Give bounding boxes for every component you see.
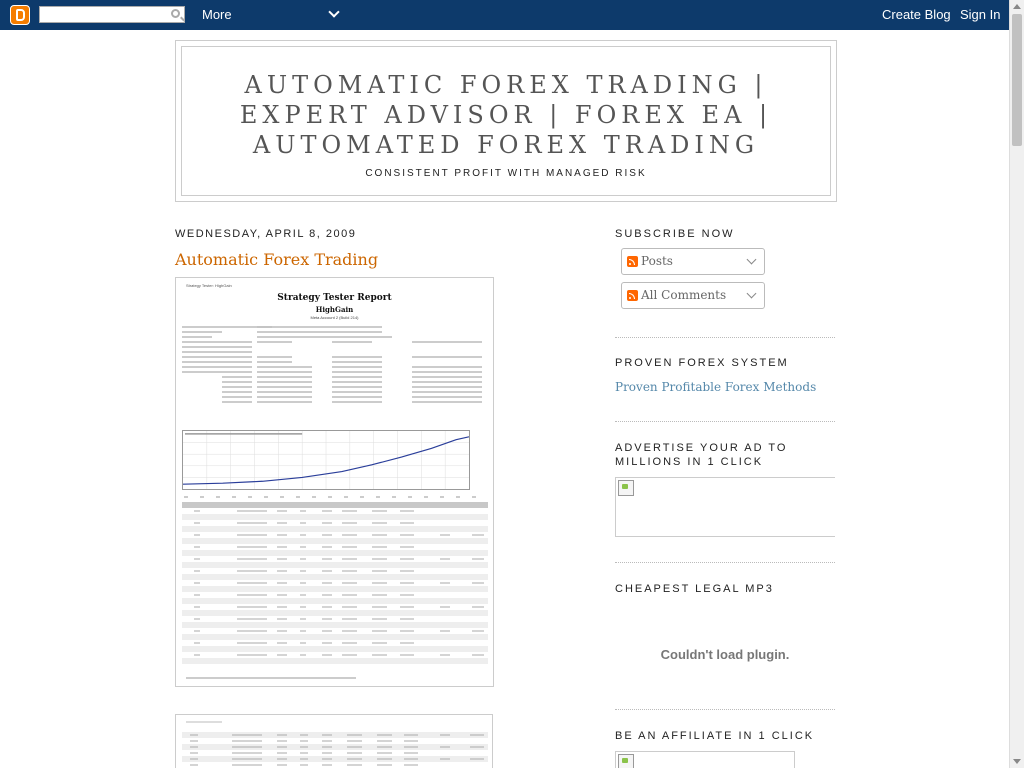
blog-description: CONSISTENT PROFIT WITH MANAGED RISK	[365, 168, 647, 179]
trades-detail-table	[182, 719, 488, 768]
search-icon[interactable]	[171, 9, 180, 18]
sign-in-link[interactable]: Sign In	[960, 7, 1001, 22]
report-expert: HighGain	[315, 305, 354, 314]
plugin-placeholder[interactable]	[615, 602, 835, 702]
report-title: Strategy Tester Report	[277, 293, 392, 303]
plugin-error-message: Couldn't load plugin.	[660, 647, 790, 662]
blogger-logo-icon[interactable]	[10, 5, 30, 25]
post-date: WEDNESDAY, APRIL 8, 2009	[175, 228, 357, 240]
scroll-up-arrow-icon[interactable]	[1013, 4, 1021, 9]
advertise-heading: ADVERTISE YOUR AD TO MILLIONS IN 1 CLICK	[615, 442, 788, 468]
post-title[interactable]: Automatic Forex Trading	[175, 250, 379, 269]
search-input[interactable]	[39, 6, 185, 23]
subscribe-heading: SUBSCRIBE NOW	[615, 228, 735, 240]
trades-detail-image[interactable]	[175, 714, 493, 768]
rss-feed-icon	[627, 256, 638, 267]
subscribe-posts-label: Posts	[641, 254, 673, 268]
create-blog-link[interactable]: Create Blog	[882, 7, 951, 22]
trades-table	[182, 502, 488, 667]
scroll-down-arrow-icon[interactable]	[1013, 759, 1021, 764]
vertical-scrollbar[interactable]	[1009, 0, 1024, 768]
blogger-navbar	[0, 0, 1009, 30]
chevron-down-icon[interactable]	[328, 6, 339, 17]
proven-methods-link[interactable]: Proven Profitable Forex Methods	[615, 380, 817, 394]
graph-axis-labels	[182, 493, 488, 501]
sidebar-divider	[615, 421, 835, 422]
report-server: Meta Account 2 (Build 214)	[310, 315, 359, 320]
broken-image-icon	[618, 480, 634, 496]
report-caption: Strategy Tester: HighGain	[186, 283, 232, 288]
blog-header	[175, 40, 837, 202]
rss-feed-icon	[627, 290, 638, 301]
chevron-down-icon	[747, 289, 757, 299]
balance-graph	[182, 430, 470, 490]
affiliate-banner[interactable]	[615, 751, 795, 768]
sidebar-divider	[615, 562, 835, 563]
sidebar-divider	[615, 709, 835, 710]
scroll-thumb[interactable]	[1012, 14, 1022, 146]
affiliate-heading: BE AN AFFILIATE IN 1 CLICK	[615, 730, 815, 742]
subscribe-comments-dropdown[interactable]	[621, 282, 765, 309]
blog-header-inner	[181, 46, 831, 196]
report-footer	[186, 676, 356, 680]
report-summary-lines	[182, 323, 488, 428]
advertise-banner[interactable]	[615, 477, 835, 537]
subscribe-comments-label: All Comments	[641, 288, 727, 302]
more-menu[interactable]: More	[202, 7, 232, 22]
blog-title[interactable]: AUTOMATIC FOREX TRADING | EXPERT ADVISOR | FOREX EA | AUTOMATED FOREX TRADING	[239, 71, 773, 159]
mp3-heading: CHEAPEST LEGAL MP3	[615, 583, 774, 595]
proven-system-heading: PROVEN FOREX SYSTEM	[615, 357, 789, 369]
chevron-down-icon	[747, 255, 757, 265]
subscribe-posts-dropdown[interactable]	[621, 248, 765, 275]
broken-image-icon	[618, 754, 634, 768]
sidebar-divider	[615, 337, 835, 338]
strategy-report-image[interactable]	[175, 277, 494, 687]
